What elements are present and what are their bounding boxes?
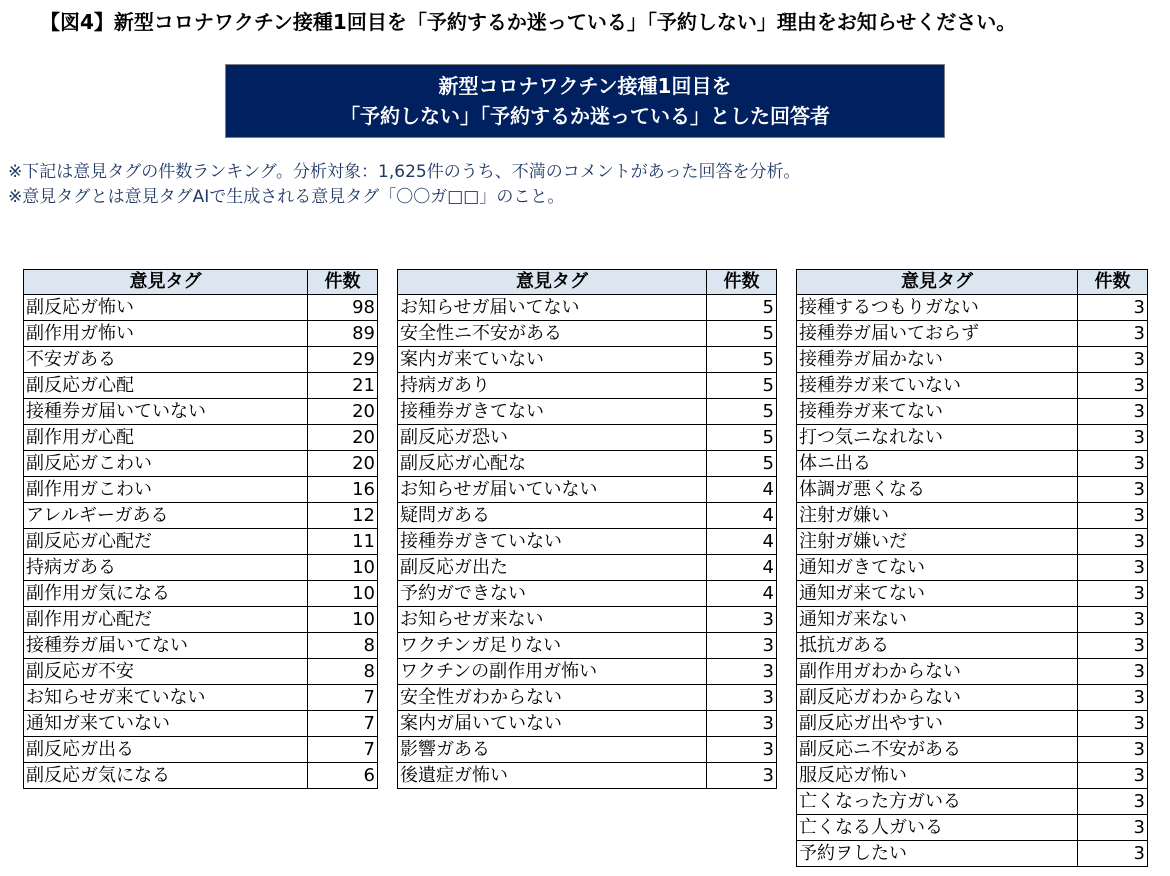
table-header-row <box>24 270 378 295</box>
tag-cell: 副反応ニ不安がある <box>797 737 1078 763</box>
tag-cell: 副反応ガわからない <box>797 685 1078 711</box>
count-cell: 7 <box>308 737 378 763</box>
table-row <box>797 659 1148 685</box>
table-row <box>398 581 777 607</box>
tag-cell: 体調ガ悪くなる <box>797 477 1078 503</box>
count-cell: 3 <box>1078 737 1148 763</box>
tag-cell: 副反応ガ出る <box>24 737 308 763</box>
tag-cell: 副反応ガ不安 <box>24 659 308 685</box>
count-cell: 5 <box>707 347 777 373</box>
tag-cell: 影響ガある <box>398 737 707 763</box>
count-cell: 3 <box>1078 607 1148 633</box>
table-row <box>24 685 378 711</box>
count-cell: 10 <box>308 607 378 633</box>
tag-cell: ワクチンガ足りない <box>398 633 707 659</box>
table-row <box>797 711 1148 737</box>
table-row <box>24 321 378 347</box>
tag-cell: 副作用ガわからない <box>797 659 1078 685</box>
table-row <box>398 373 777 399</box>
tag-cell: お知らせガ来ていない <box>24 685 308 711</box>
note-line-2: ※意見タグとは意見タグAIで生成される意見タグ「〇〇ガ□□」のこと。 <box>8 187 565 207</box>
table-row <box>398 503 777 529</box>
count-cell: 11 <box>308 529 378 555</box>
count-cell: 5 <box>707 321 777 347</box>
count-cell: 3 <box>1078 503 1148 529</box>
tag-cell: 注射ガ嫌い <box>797 503 1078 529</box>
table-row <box>24 451 378 477</box>
table-row <box>398 477 777 503</box>
tag-cell: 不安ガある <box>24 347 308 373</box>
table-row <box>398 659 777 685</box>
tag-column-header: 意見タグ <box>24 270 308 295</box>
count-cell: 3 <box>1078 347 1148 373</box>
table-row <box>398 295 777 321</box>
count-cell: 3 <box>707 633 777 659</box>
count-cell: 4 <box>707 529 777 555</box>
count-cell: 3 <box>1078 763 1148 789</box>
tag-cell: 接種券ガ来ていない <box>797 373 1078 399</box>
count-column-header: 件数 <box>707 270 777 295</box>
table-row <box>398 607 777 633</box>
table-row <box>24 373 378 399</box>
tag-cell: 副反応ガ出た <box>398 555 707 581</box>
table-row <box>24 581 378 607</box>
tag-cell: お知らせガ来ない <box>398 607 707 633</box>
count-cell: 3 <box>1078 841 1148 867</box>
tag-cell: ワクチンの副作用ガ怖い <box>398 659 707 685</box>
tag-cell: 打つ気ニなれない <box>797 425 1078 451</box>
count-cell: 3 <box>1078 685 1148 711</box>
tag-cell: 亡くなる人ガいる <box>797 815 1078 841</box>
table-row <box>797 789 1148 815</box>
tag-cell: 持病ガあり <box>398 373 707 399</box>
table-row <box>398 685 777 711</box>
count-cell: 3 <box>1078 789 1148 815</box>
tag-cell: 副反応ガ恐い <box>398 425 707 451</box>
count-cell: 3 <box>707 685 777 711</box>
count-cell: 3 <box>1078 555 1148 581</box>
tag-cell: 副作用ガ心配 <box>24 425 308 451</box>
header-banner <box>225 64 945 138</box>
count-cell: 10 <box>308 555 378 581</box>
count-cell: 8 <box>308 633 378 659</box>
count-cell: 7 <box>308 711 378 737</box>
tag-cell: 通知ガ来てない <box>797 581 1078 607</box>
table-row <box>398 633 777 659</box>
count-cell: 3 <box>1078 529 1148 555</box>
tag-cell: お知らせガ届いてない <box>398 295 707 321</box>
count-cell: 3 <box>707 711 777 737</box>
tag-cell: 安全性ニ不安がある <box>398 321 707 347</box>
table-row <box>797 399 1148 425</box>
tag-cell: 接種券ガきていない <box>398 529 707 555</box>
count-cell: 4 <box>707 503 777 529</box>
table-row <box>398 529 777 555</box>
tag-cell: 副作用ガ怖い <box>24 321 308 347</box>
tag-cell: 副作用ガ心配だ <box>24 607 308 633</box>
table-header-row <box>797 270 1148 295</box>
table-row <box>398 763 777 789</box>
table-row <box>398 555 777 581</box>
tag-cell: 疑問ガある <box>398 503 707 529</box>
table-row <box>24 711 378 737</box>
count-cell: 16 <box>308 477 378 503</box>
table-row <box>797 451 1148 477</box>
table-row <box>24 555 378 581</box>
tag-cell: 副反応ガ心配な <box>398 451 707 477</box>
tag-cell: 予約ヲしたい <box>797 841 1078 867</box>
count-cell: 4 <box>707 555 777 581</box>
table-row <box>398 737 777 763</box>
tag-cell: 通知ガ来ていない <box>24 711 308 737</box>
table-row <box>398 451 777 477</box>
count-cell: 6 <box>308 763 378 789</box>
tag-cell: 副反応ガ出やすい <box>797 711 1078 737</box>
table-row <box>797 321 1148 347</box>
tag-cell: 接種券ガ届いておらず <box>797 321 1078 347</box>
count-cell: 3 <box>1078 581 1148 607</box>
count-cell: 5 <box>707 373 777 399</box>
table-row <box>797 815 1148 841</box>
tag-cell: 案内ガ届いていない <box>398 711 707 737</box>
count-cell: 5 <box>707 451 777 477</box>
tag-cell: 接種券ガ届いていない <box>24 399 308 425</box>
table-row <box>24 607 378 633</box>
count-column-header: 件数 <box>1078 270 1148 295</box>
table-row <box>398 347 777 373</box>
tag-cell: 安全性ガわからない <box>398 685 707 711</box>
count-cell: 3 <box>1078 295 1148 321</box>
table-header-row <box>398 270 777 295</box>
table-row <box>797 373 1148 399</box>
tag-cell: 副反応ガ心配だ <box>24 529 308 555</box>
tag-cell: 副反応ガこわい <box>24 451 308 477</box>
tag-cell: 持病ガある <box>24 555 308 581</box>
count-cell: 10 <box>308 581 378 607</box>
count-cell: 20 <box>308 399 378 425</box>
table-row <box>797 763 1148 789</box>
table-row <box>797 503 1148 529</box>
table-row <box>797 555 1148 581</box>
count-cell: 21 <box>308 373 378 399</box>
table-row <box>797 633 1148 659</box>
count-cell: 3 <box>1078 399 1148 425</box>
count-cell: 3 <box>1078 815 1148 841</box>
tag-cell: 予約ガできない <box>398 581 707 607</box>
count-cell: 8 <box>308 659 378 685</box>
banner-line-2: 「予約しない」「予約するか迷っている」とした回答者 <box>340 104 830 128</box>
count-cell: 3 <box>1078 477 1148 503</box>
tag-cell: アレルギーガある <box>24 503 308 529</box>
count-cell: 20 <box>308 451 378 477</box>
count-cell: 3 <box>1078 659 1148 685</box>
count-cell: 5 <box>707 295 777 321</box>
count-cell: 4 <box>707 581 777 607</box>
table-row <box>24 763 378 789</box>
tag-cell: 亡くなった方ガいる <box>797 789 1078 815</box>
table-row <box>24 477 378 503</box>
count-cell: 3 <box>707 763 777 789</box>
tag-column-header: 意見タグ <box>797 270 1078 295</box>
count-cell: 3 <box>1078 451 1148 477</box>
table-row <box>398 321 777 347</box>
table-row <box>24 295 378 321</box>
count-cell: 3 <box>1078 633 1148 659</box>
count-cell: 3 <box>1078 321 1148 347</box>
table-row <box>797 529 1148 555</box>
tag-cell: 接種券ガ届いてない <box>24 633 308 659</box>
count-cell: 3 <box>1078 711 1148 737</box>
table-row <box>797 347 1148 373</box>
tag-cell: 副反応ガ怖い <box>24 295 308 321</box>
note-line-1: ※下記は意見タグの件数ランキング。分析対象：1,625件のうち、不満のコメントがあった回答を分析。 <box>8 162 801 182</box>
tag-cell: 接種券ガきてない <box>398 399 707 425</box>
opinion-tag-table-2 <box>397 269 777 789</box>
count-cell: 3 <box>707 607 777 633</box>
table-row <box>797 477 1148 503</box>
table-row <box>24 347 378 373</box>
banner-line-1: 新型コロナワクチン接種1回目を <box>438 74 732 98</box>
tag-cell: 接種券ガ届かない <box>797 347 1078 373</box>
count-cell: 3 <box>1078 425 1148 451</box>
count-cell: 29 <box>308 347 378 373</box>
notes <box>8 160 1158 210</box>
count-cell: 3 <box>707 737 777 763</box>
count-cell: 89 <box>308 321 378 347</box>
table-row <box>24 737 378 763</box>
count-column-header: 件数 <box>308 270 378 295</box>
count-cell: 12 <box>308 503 378 529</box>
count-cell: 98 <box>308 295 378 321</box>
opinion-tag-table-1 <box>23 269 378 789</box>
table-row <box>24 399 378 425</box>
tag-cell: 抵抗ガある <box>797 633 1078 659</box>
table-row <box>797 841 1148 867</box>
count-cell: 4 <box>707 477 777 503</box>
table-row <box>24 659 378 685</box>
tag-cell: 副作用ガこわい <box>24 477 308 503</box>
tag-cell: 案内ガ来ていない <box>398 347 707 373</box>
count-cell: 5 <box>707 425 777 451</box>
count-cell: 3 <box>707 659 777 685</box>
table-row <box>797 607 1148 633</box>
table-row <box>398 425 777 451</box>
tag-cell: 副作用ガ気になる <box>24 581 308 607</box>
opinion-tag-table-3 <box>796 269 1148 867</box>
table-row <box>797 685 1148 711</box>
table-row <box>797 737 1148 763</box>
table-row <box>797 295 1148 321</box>
tag-cell: 副反応ガ気になる <box>24 763 308 789</box>
tag-cell: 後遺症ガ怖い <box>398 763 707 789</box>
tag-cell: 服反応ガ怖い <box>797 763 1078 789</box>
table-row <box>24 425 378 451</box>
count-cell: 20 <box>308 425 378 451</box>
count-cell: 5 <box>707 399 777 425</box>
tag-cell: お知らせガ届いていない <box>398 477 707 503</box>
tag-cell: 通知ガきてない <box>797 555 1078 581</box>
tag-column-header: 意見タグ <box>398 270 707 295</box>
tag-cell: 接種するつもりガない <box>797 295 1078 321</box>
tag-cell: 通知ガ来ない <box>797 607 1078 633</box>
table-row <box>398 399 777 425</box>
page-title: 【図4】新型コロナワクチン接種1回目を「予約するか迷っている」「予約しない」理由をお知らせください。 <box>40 10 1017 34</box>
table-row <box>24 529 378 555</box>
tag-cell: 接種券ガ来てない <box>797 399 1078 425</box>
tag-cell: 体ニ出る <box>797 451 1078 477</box>
table-row <box>398 711 777 737</box>
tag-cell: 副反応ガ心配 <box>24 373 308 399</box>
table-row <box>24 633 378 659</box>
table-row <box>797 425 1148 451</box>
count-cell: 3 <box>1078 373 1148 399</box>
table-row <box>24 503 378 529</box>
table-row <box>797 581 1148 607</box>
tag-cell: 注射ガ嫌いだ <box>797 529 1078 555</box>
count-cell: 7 <box>308 685 378 711</box>
